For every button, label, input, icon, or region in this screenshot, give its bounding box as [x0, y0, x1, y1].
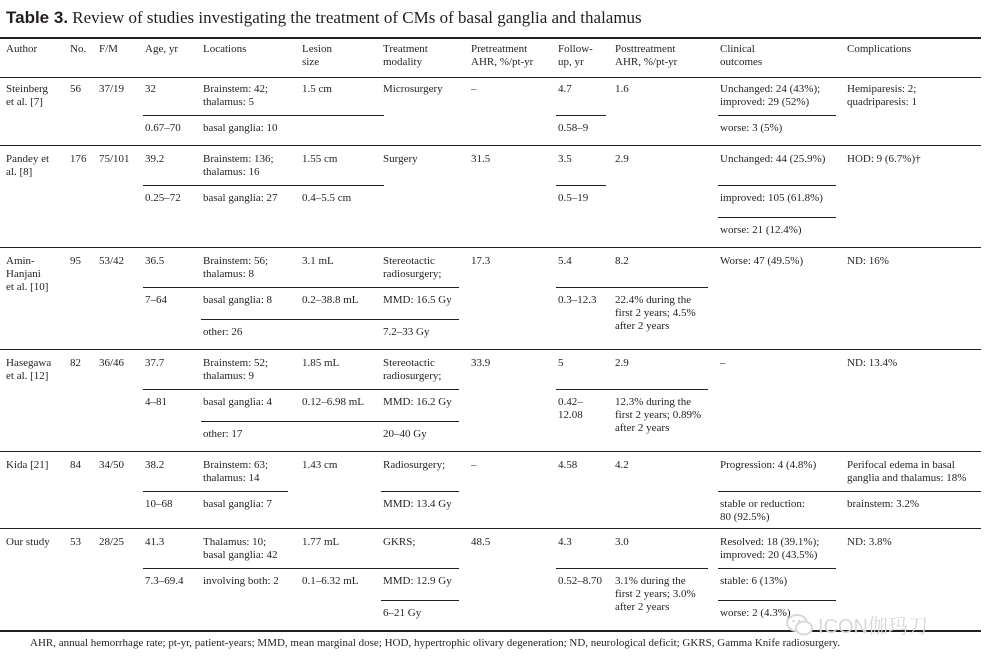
table-cell: first 2 years; 3.0% [615, 588, 696, 600]
table-cell: Resolved: 18 (39.1%); [720, 536, 820, 548]
rule-row-2 [0, 247, 981, 248]
sub-rule [718, 217, 836, 218]
table-cell: 2.9 [615, 357, 629, 369]
table-cell: 1.77 mL [302, 536, 340, 548]
table-cell: Brainstem: 52; [203, 357, 269, 369]
header-post-1: Posttreatment [615, 43, 676, 55]
table-cell: 38.2 [145, 459, 165, 471]
sub-rule [381, 600, 459, 601]
table-cell: Pandey et [6, 153, 50, 165]
table-cell: 17.3 [471, 255, 491, 267]
header-complications: Complications [847, 43, 912, 55]
table-cell: thalamus: 8 [203, 268, 255, 280]
sub-rule [143, 185, 384, 186]
watermark [786, 610, 928, 639]
sub-rule [718, 600, 836, 601]
table-cell: worse: 3 (5%) [720, 122, 783, 134]
table-cell: after 2 years [615, 601, 670, 613]
table-cell: Kida [21] [6, 459, 49, 471]
table-cell: 4.2 [615, 459, 629, 471]
sub-rule [556, 287, 708, 288]
table-cell: thalamus: 5 [203, 96, 255, 108]
table-cell: Progression: 4 (4.8%) [720, 459, 817, 471]
table-cell: 28/25 [99, 536, 125, 548]
sub-rule [143, 287, 459, 288]
sub-rule [201, 421, 459, 422]
table-cell: Brainstem: 63; [203, 459, 269, 471]
table-cell: 3.1% during the [615, 575, 686, 587]
table-cell: 0.58–9 [558, 122, 589, 134]
table-cell: 10–68 [145, 498, 173, 510]
sub-rule [718, 568, 836, 569]
table-footnote: AHR, annual hemorrhage rate; pt-yr, patient-years; MMD, mean marginal dose; HOD, hypertrophic olivary degeneration; ND, neurological deficit; GKRS, Gamma Knife radiosurgery. [30, 637, 841, 649]
table-cell: 5.4 [558, 255, 572, 267]
table-cell: 22.4% during the [615, 294, 692, 306]
table-cell: 41.3 [145, 536, 165, 548]
table-cell: 34/50 [99, 459, 125, 471]
table-cell: Worse: 47 (49.5%) [720, 255, 804, 267]
table-cell: al. [8] [6, 166, 33, 178]
header-follow-2: up, yr [558, 56, 584, 68]
table-cell: ganglia and thalamus: 18% [847, 472, 967, 484]
table-cell: thalamus: 14 [203, 472, 260, 484]
table-cell: 3.1 mL [302, 255, 334, 267]
table-cell: ND: 13.4% [847, 357, 898, 369]
table-cell: ND: 16% [847, 255, 889, 267]
table-cell: 48.5 [471, 536, 491, 548]
table-cell: Perifocal edema in basal [847, 459, 955, 471]
table-cell: 31.5 [471, 153, 491, 165]
rule-row-4 [0, 451, 981, 452]
table-cell: 56 [70, 83, 81, 95]
sub-rule [381, 491, 459, 492]
sub-rule [718, 491, 981, 492]
table-cell: radiosurgery; [383, 268, 442, 280]
table-cell: 0.67–70 [145, 122, 181, 134]
table-cell: Our study [6, 536, 50, 548]
table-cell: Brainstem: 42; [203, 83, 269, 95]
table-cell: Surgery [383, 153, 418, 165]
wechat-icon [786, 613, 814, 637]
header-age: Age, yr [145, 43, 178, 55]
table-cell: Thalamus: 10; [203, 536, 267, 548]
table-cell: brainstem: 3.2% [847, 498, 920, 510]
table-cell: basal ganglia: 8 [203, 294, 273, 306]
header-author: Author [6, 43, 38, 55]
table-title: Table 3. Review of studies investigating the treatment of CMs of basal ganglia and thalamus [6, 8, 642, 27]
table-cell: 0.25–72 [145, 192, 181, 204]
table-cell: Unchanged: 24 (43%); [720, 83, 821, 95]
table-cell: first 2 years; 0.89% [615, 409, 702, 421]
rule-top [0, 37, 981, 39]
table-cell: improved: 20 (43.5%) [720, 549, 818, 561]
table-cell: 37/19 [99, 83, 125, 95]
table-cell: Hasegawa [6, 357, 52, 369]
table-cell: 0.12–6.98 mL [302, 396, 365, 408]
table-cell: 75/101 [99, 153, 130, 165]
table-cell: 3.5 [558, 153, 572, 165]
sub-rule [556, 115, 606, 116]
table-cell: 53/42 [99, 255, 125, 267]
table-cell: thalamus: 16 [203, 166, 260, 178]
table-cell: 0.3–12.3 [558, 294, 597, 306]
table-cell: 7.2–33 Gy [383, 326, 430, 338]
table-cell: radiosurgery; [383, 370, 442, 382]
sub-rule [556, 389, 708, 390]
table-cell: Microsurgery [383, 83, 443, 95]
table-cell: 1.6 [615, 83, 629, 95]
table-cell: 95 [70, 255, 81, 267]
table-cell: MMD: 16.2 Gy [383, 396, 452, 408]
table-cell: 80 (92.5%) [720, 511, 770, 523]
rule-row-3 [0, 349, 981, 350]
table-cell: other: 17 [203, 428, 243, 440]
table-cell: 1.5 cm [302, 83, 332, 95]
table-cell: 1.85 mL [302, 357, 340, 369]
table-cell: Brainstem: 136; [203, 153, 274, 165]
table-cell: 1.55 cm [302, 153, 338, 165]
table-cell: 1.43 cm [302, 459, 338, 471]
table-cell: 176 [70, 153, 87, 165]
table-cell: Stereotactic [383, 255, 435, 267]
sub-rule [143, 115, 384, 116]
table-cell: GKRS; [383, 536, 416, 548]
table-cell: 33.9 [471, 357, 491, 369]
table-cell: 53 [70, 536, 81, 548]
table-cell: 7–64 [145, 294, 167, 306]
table-cell: Hanjani [6, 268, 41, 280]
table-cell: 12.3% during the [615, 396, 692, 408]
header-locations: Locations [203, 43, 247, 55]
header-lesion-2: size [302, 56, 320, 68]
rule-header [0, 77, 981, 78]
table-cell: 4.58 [558, 459, 578, 471]
sub-rule [143, 389, 459, 390]
table-cell: 0.5–19 [558, 192, 589, 204]
table-cell: basal ganglia: 4 [203, 396, 273, 408]
table-cell: 4.3 [558, 536, 572, 548]
table-cell: basal ganglia: 7 [203, 498, 273, 510]
table-cell: et al. [12] [6, 370, 49, 382]
table-cell: et al. [7] [6, 96, 43, 108]
watermark-text: ICON伽玛刀 [818, 616, 928, 638]
table-cell: Hemiparesis: 2; [847, 83, 917, 95]
table-cell: basal ganglia: 10 [203, 122, 278, 134]
table-cell: 3.0 [615, 536, 629, 548]
sub-rule [143, 568, 459, 569]
table-cell: Unchanged: 44 (25.9%) [720, 153, 826, 165]
sub-rule [143, 491, 288, 492]
table-cell: first 2 years; 4.5% [615, 307, 696, 319]
table-cell: 12.08 [558, 409, 583, 421]
sub-rule [718, 115, 836, 116]
table-cell: quadriparesis: 1 [847, 96, 917, 108]
table-cell: worse: 2 (4.3%) [720, 607, 791, 619]
table-cell: ND: 3.8% [847, 536, 892, 548]
header-clinical-2: outcomes [720, 56, 763, 68]
table-cell: 32 [145, 83, 156, 95]
table-cell: 7.3–69.4 [145, 575, 184, 587]
table-cell: 82 [70, 357, 81, 369]
rule-row-1 [0, 145, 981, 146]
table-cell: 0.2–38.8 mL [302, 294, 359, 306]
table-cell: 36.5 [145, 255, 165, 267]
table-cell: MMD: 16.5 Gy [383, 294, 452, 306]
table-cell: MMD: 13.4 Gy [383, 498, 452, 510]
header-treatment-2: modality [383, 56, 423, 68]
table-cell: – [720, 357, 726, 369]
table-cell: 4.7 [558, 83, 572, 95]
header-lesion-1: Lesion [302, 43, 332, 55]
table-cell: after 2 years [615, 320, 670, 332]
table-cell: stable or reduction: [720, 498, 805, 510]
header-fm: F/M [99, 43, 118, 55]
rule-row-5 [0, 528, 981, 529]
table-cell: 20–40 Gy [383, 428, 427, 440]
table-cell: HOD: 9 (6.7%)† [847, 153, 921, 165]
table-cell: worse: 21 (12.4%) [720, 224, 802, 236]
header-treatment-1: Treatment [383, 43, 428, 55]
table-cell: 0.42– [558, 396, 583, 408]
table-cell: 2.9 [615, 153, 629, 165]
table-cell: improved: 105 (61.8%) [720, 192, 823, 204]
table-cell: 5 [558, 357, 564, 369]
table-cell: 0.1–6.32 mL [302, 575, 359, 587]
table-cell: thalamus: 9 [203, 370, 255, 382]
table-cell: et al. [10] [6, 281, 49, 293]
sub-rule [556, 568, 708, 569]
table-cell: 39.2 [145, 153, 165, 165]
table-cell: improved: 29 (52%) [720, 96, 810, 108]
table-cell: 0.52–8.70 [558, 575, 602, 587]
table-cell: 84 [70, 459, 81, 471]
header-pre-2: AHR, %/pt-yr [471, 56, 534, 68]
table-cell: other: 26 [203, 326, 243, 338]
sub-rule [556, 185, 606, 186]
table-cell: – [471, 459, 477, 471]
table-cell: Stereotactic [383, 357, 435, 369]
header-no: No. [70, 43, 87, 55]
table-cell: 36/46 [99, 357, 125, 369]
table-cell: 37.7 [145, 357, 165, 369]
header-post-2: AHR, %/pt-yr [615, 56, 678, 68]
table-cell: Radiosurgery; [383, 459, 446, 471]
table-cell: after 2 years [615, 422, 670, 434]
table-cell: MMD: 12.9 Gy [383, 575, 452, 587]
table-cell: Brainstem: 56; [203, 255, 269, 267]
table-cell: stable: 6 (13%) [720, 575, 788, 587]
sub-rule [201, 319, 459, 320]
table-cell: Steinberg [6, 83, 48, 95]
header-clinical-1: Clinical [720, 43, 755, 55]
table-cell: 8.2 [615, 255, 629, 267]
table-cell: 4–81 [145, 396, 167, 408]
sub-rule [718, 185, 836, 186]
table-cell: Amin- [6, 255, 35, 267]
table-cell: 6–21 Gy [383, 607, 422, 619]
header-follow-1: Follow- [558, 43, 593, 55]
header-pre-1: Pretreatment [471, 43, 528, 55]
table-cell: basal ganglia: 27 [203, 192, 278, 204]
table-cell: involving both: 2 [203, 575, 279, 587]
table-cell: 0.4–5.5 cm [302, 192, 352, 204]
table-cell: basal ganglia: 42 [203, 549, 278, 561]
table-cell: – [471, 83, 477, 95]
